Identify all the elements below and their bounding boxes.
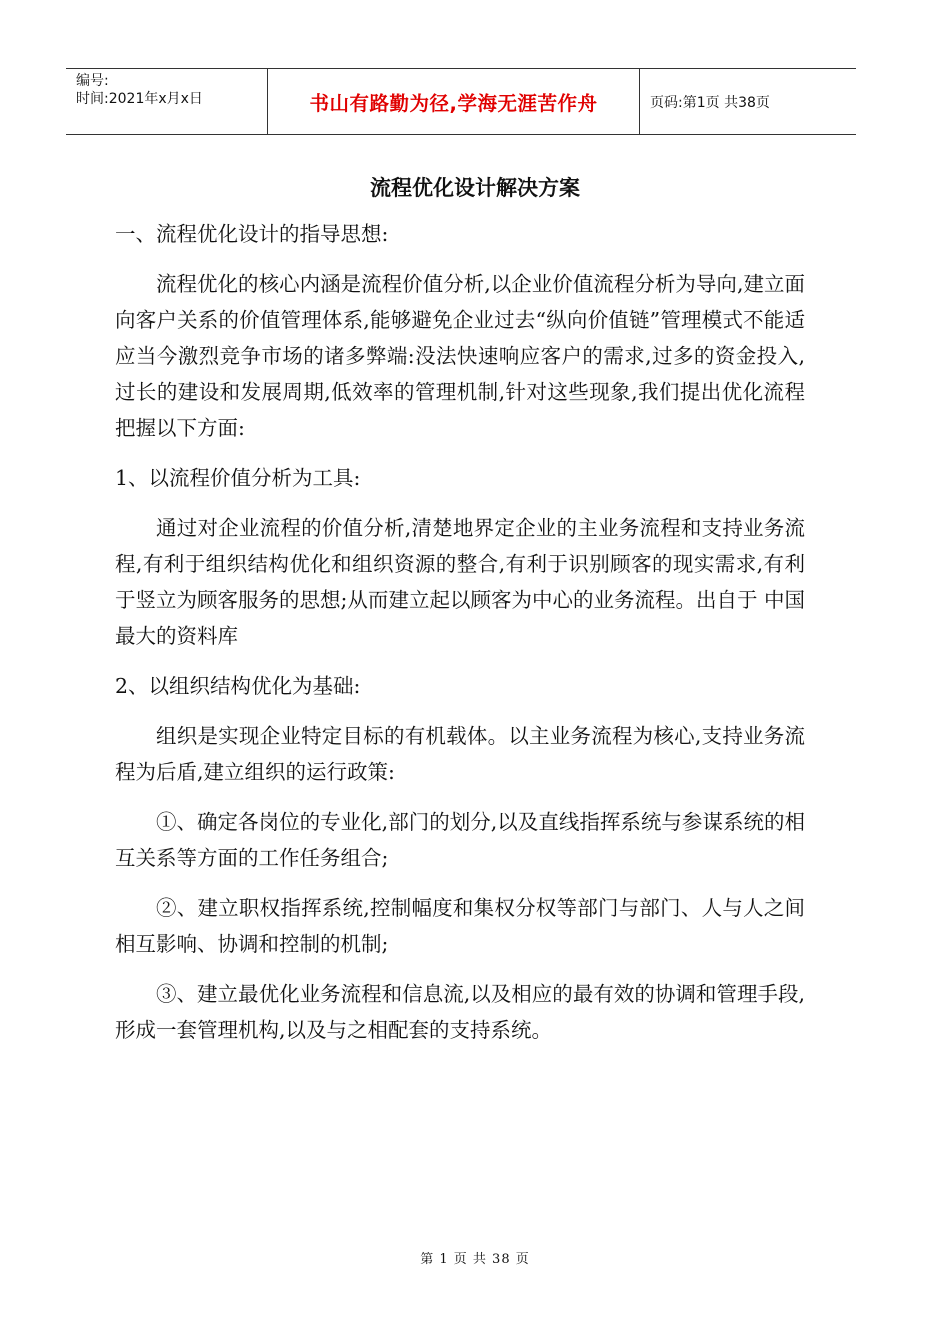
- list-item: ②、建立职权指挥系统,控制幅度和集权分权等部门与部门、人与人之间相互影响、协调和控制的机制;: [115, 896, 805, 956]
- page-header: [66, 68, 856, 135]
- header-motto: 书山有路勤为径,学海无涯苦作舟: [309, 91, 598, 115]
- header-page-info: 页码:第1页 共38页: [650, 94, 770, 111]
- document-number-label: 编号:: [76, 73, 109, 89]
- document-body: [115, 216, 805, 1048]
- header-meta: [66, 69, 267, 134]
- section-heading-1: 一、流程优化设计的指导思想:: [115, 222, 389, 246]
- subsection-heading-2: 2、以组织结构优化为基础:: [115, 674, 361, 698]
- header-motto-cell: [267, 69, 640, 134]
- document-time-label: 时间:2021年x月x日: [76, 91, 203, 107]
- list-item: ③、建立最优化业务流程和信息流,以及相应的最有效的协调和管理手段,形成一套管理机构,以及与之相配套的支持系统。: [115, 982, 805, 1042]
- header-page-info-cell: [640, 69, 856, 134]
- paragraph: 流程优化的核心内涵是流程价值分析,以企业价值流程分析为导向,建立面向客户关系的价值管理体系,能够避免企业过去“纵向价值链”管理模式不能适应当今激烈竞争市场的诸多弊端:没法快速响应客户的需求,过多的资金投入,过长的建设和发展周期,低效率的管理机制,针对这些现象,我们提出优化流程把握以下方面:: [115, 272, 805, 440]
- paragraph: 通过对企业流程的价值分析,清楚地界定企业的主业务流程和支持业务流程,有利于组织结构优化和组织资源的整合,有利于识别顾客的现实需求,有利于竖立为顾客服务的思想;从而建立起以顾客为中心的业务流程。出自于 中国最大的资料库: [115, 516, 805, 648]
- document-title: 流程优化设计解决方案: [370, 176, 580, 200]
- subsection-heading-1: 1、以流程价值分析为工具:: [115, 466, 361, 490]
- page-footer: 第 1 页 共 38 页: [420, 1252, 530, 1267]
- paragraph: 组织是实现企业特定目标的有机载体。以主业务流程为核心,支持业务流程为后盾,建立组织的运行政策:: [115, 724, 805, 784]
- list-item: ①、确定各岗位的专业化,部门的划分,以及直线指挥系统与参谋系统的相互关系等方面的工作任务组合;: [115, 810, 805, 870]
